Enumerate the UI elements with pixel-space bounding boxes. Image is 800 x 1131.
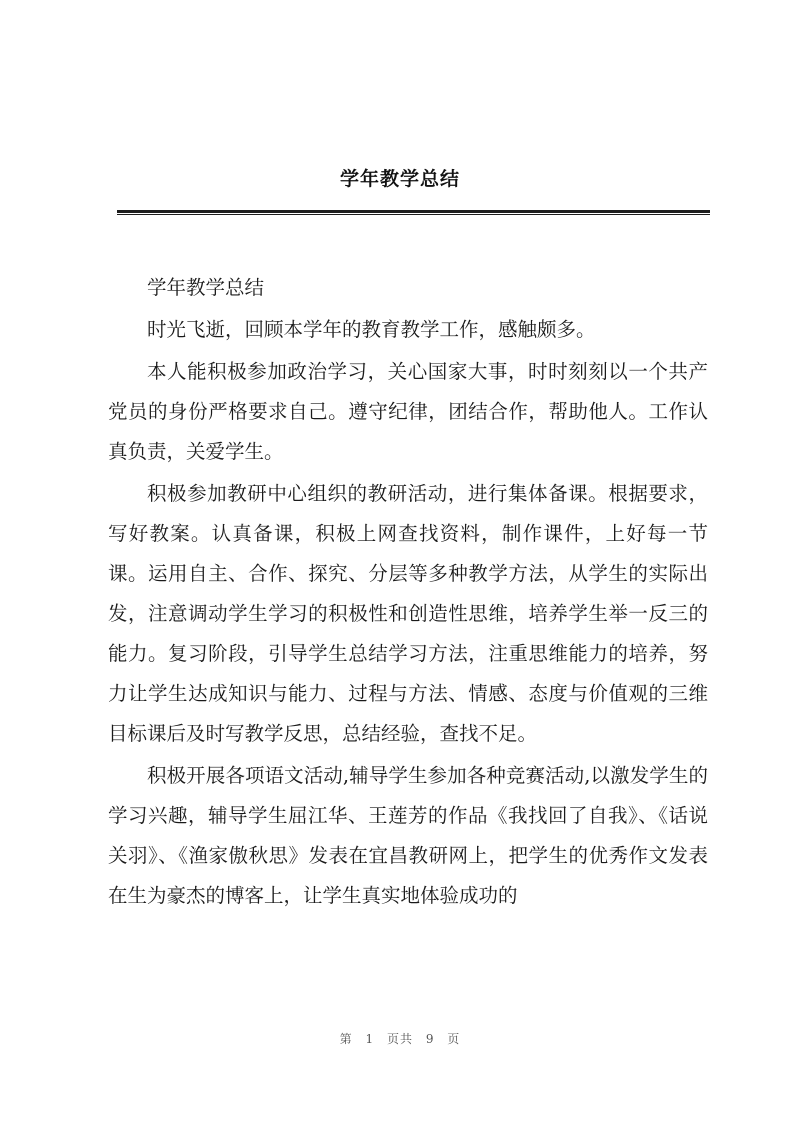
document-title: 学年教学总结 (339, 168, 460, 190)
body-paragraph: 本人能积极参加政治学习，关心国家大事，时时刻刻以一个共产党员的身份严格要求自己。遵守纪律，团结合作，帮助他人。工作认真负责，关爱学生。 (108, 360, 708, 463)
page-number-footer (0, 1030, 800, 1047)
body-paragraph: 时光飞逝，回顾本学年的教育教学工作，感触颇多。 (147, 318, 596, 341)
body-paragraph: 积极参加教研中心组织的教研活动，进行集体备课。根据要求，写好教案。认真备课，积极上网查找资料，制作课件，上好每一节课。运用自主、合作、探究、分层等多种教学方法，从学生的实际出发，注意调动学生学习的积极性和创造性思维，培养学生举一反三的能力。复习阶段，引导学生总结学习方法，注重思维能力的培养，努力让学生达成知识与能力、过程与方法、情感、态度与价值观的三维目标课后及时写教学反思，总结经验，查找不足。 (108, 482, 708, 745)
total-pages-number: 9 (425, 1032, 435, 1046)
body-paragraph: 学年教学总结 (147, 276, 265, 299)
footer-prefix: 第 (339, 1032, 353, 1046)
footer-suffix: 页 (447, 1032, 461, 1046)
footer-middle: 页共 (386, 1032, 413, 1046)
current-page-number: 1 (365, 1032, 375, 1046)
title-divider (117, 210, 710, 215)
body-paragraph: 积极开展各项语文活动,辅导学生参加各种竞赛活动,以激发学生的学习兴趣，辅导学生屈江华、王莲芳的作品《我找回了自我》、《话说关羽》、《渔家傲秋思》发表在宜昌教研网上，把学生的优秀作文发表在生为豪杰的博客上，让学生真实地体验成功的 (108, 764, 708, 907)
document-body (108, 268, 708, 918)
